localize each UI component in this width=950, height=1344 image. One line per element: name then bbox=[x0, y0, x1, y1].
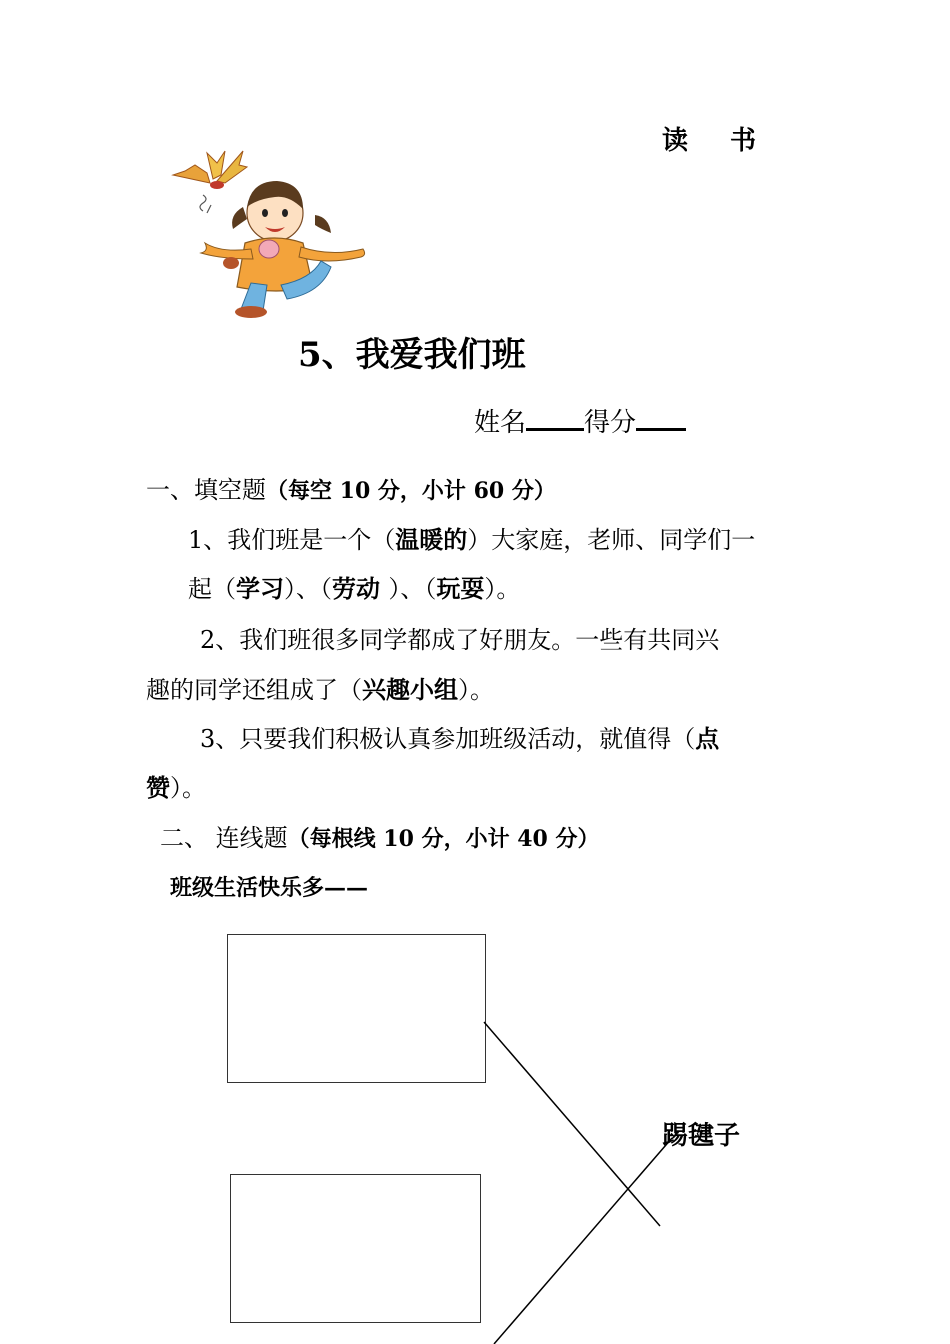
q3-answer-a: 点 bbox=[695, 724, 720, 753]
q1-answer-3: 劳动 bbox=[332, 574, 389, 603]
lesson-title: 5、我爱我们班 bbox=[298, 335, 526, 375]
book-title-right: 书 bbox=[730, 126, 759, 156]
match-line-1 bbox=[484, 1022, 660, 1226]
q1-answer-2: 学习 bbox=[236, 574, 284, 603]
q1-text-b: ）大家庭，老师、同学们一 bbox=[467, 526, 756, 554]
section2-subtitle: 班级生活快乐多—— bbox=[170, 875, 369, 901]
section1-points: （每空 10 分，小计 60 分） bbox=[266, 478, 556, 504]
match-word-kick-shuttlecock: 踢毽子 bbox=[662, 1121, 741, 1151]
q2-answer: 兴趣小组 bbox=[362, 675, 458, 704]
book-title-left: 读 bbox=[662, 126, 691, 156]
section2-points: （每根线 10 分，小计 40 分） bbox=[287, 826, 600, 852]
name-label: 姓名 bbox=[474, 408, 527, 438]
score-label: 得分 bbox=[584, 408, 637, 438]
q1-text-e: ）、（ bbox=[388, 575, 437, 603]
q3-text-a: 3、只要我们积极认真参加班级活动，就值得（ bbox=[200, 725, 696, 753]
q1-text-a: 1、我们班是一个（ bbox=[188, 526, 396, 554]
section2-title: 二、 连线题 bbox=[160, 824, 288, 852]
q1-text-c: 起（ bbox=[188, 575, 236, 603]
q1-text-d: ）、（ bbox=[284, 575, 332, 603]
q1-answer-4: 玩耍 bbox=[436, 574, 485, 603]
q2-line1: 2、我们班很多同学都成了好朋友。一些有共同兴 bbox=[200, 626, 720, 654]
q1-answer-1: 温暖的 bbox=[395, 525, 468, 554]
section1-title: 一、填空题 bbox=[146, 476, 266, 504]
q2-text-a: 趣的同学还组成了（ bbox=[146, 676, 362, 704]
q3-answer-b: 赞 bbox=[146, 773, 170, 802]
match-line-2 bbox=[494, 1138, 672, 1344]
q3-text-b: ）。 bbox=[170, 774, 206, 802]
q2-text-b: ）。 bbox=[458, 676, 494, 704]
q1-text-f: ）。 bbox=[484, 575, 521, 603]
